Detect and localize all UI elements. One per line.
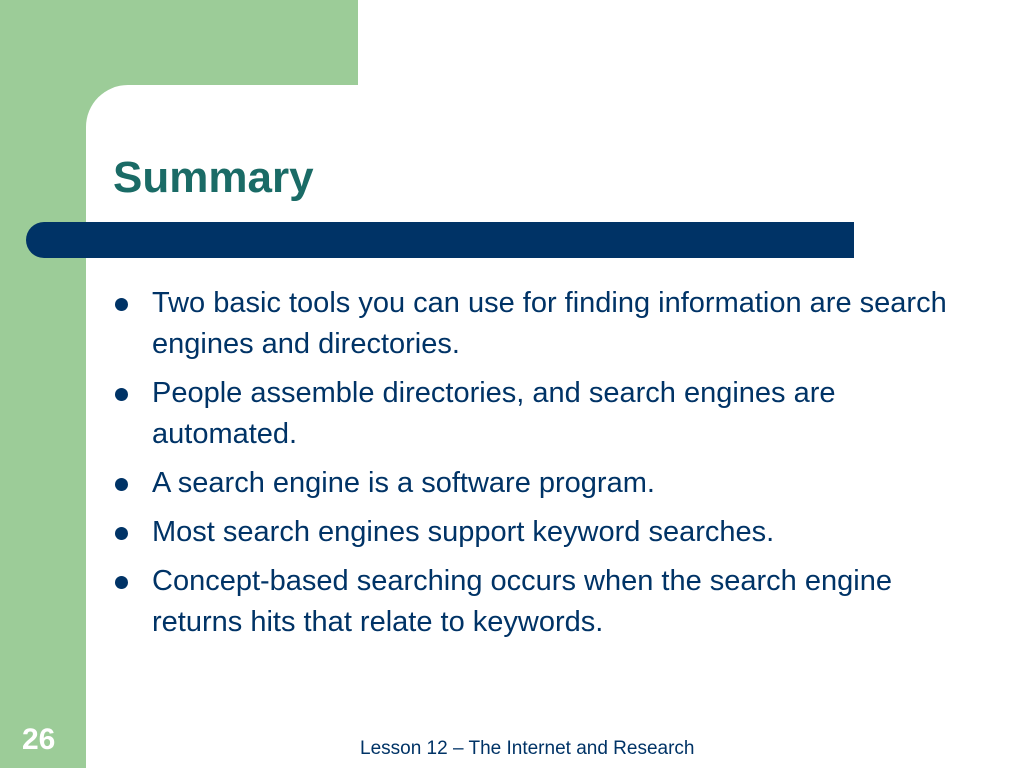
title-underline-bar (26, 222, 854, 258)
bullet-text: People assemble directories, and search engines are automated. (152, 377, 836, 450)
slide-title: Summary (113, 153, 314, 202)
bullet-dot-icon (115, 576, 128, 589)
slide-number: 26 (22, 723, 56, 756)
bullet-item (112, 373, 972, 455)
bullet-dot-icon (115, 298, 128, 311)
bullet-text: Most search engines support keyword searches. (152, 516, 775, 548)
bullet-item (112, 463, 972, 504)
bullet-dot-icon (115, 478, 128, 491)
bullet-text: Concept-based searching occurs when the search engine returns hits that relate to keywords. (152, 565, 892, 638)
decorative-green-sidebar (0, 0, 86, 768)
bullet-item (112, 512, 972, 553)
bullet-item (112, 561, 972, 643)
bullet-dot-icon (115, 527, 128, 540)
bullet-list (112, 283, 972, 651)
bullet-item (112, 283, 972, 365)
bullet-dot-icon (115, 388, 128, 401)
bullet-text: A search engine is a software program. (152, 467, 655, 499)
slide-footer: Lesson 12 – The Internet and Research (360, 738, 695, 759)
bullet-text: Two basic tools you can use for finding information are search engines and directories. (152, 287, 947, 360)
